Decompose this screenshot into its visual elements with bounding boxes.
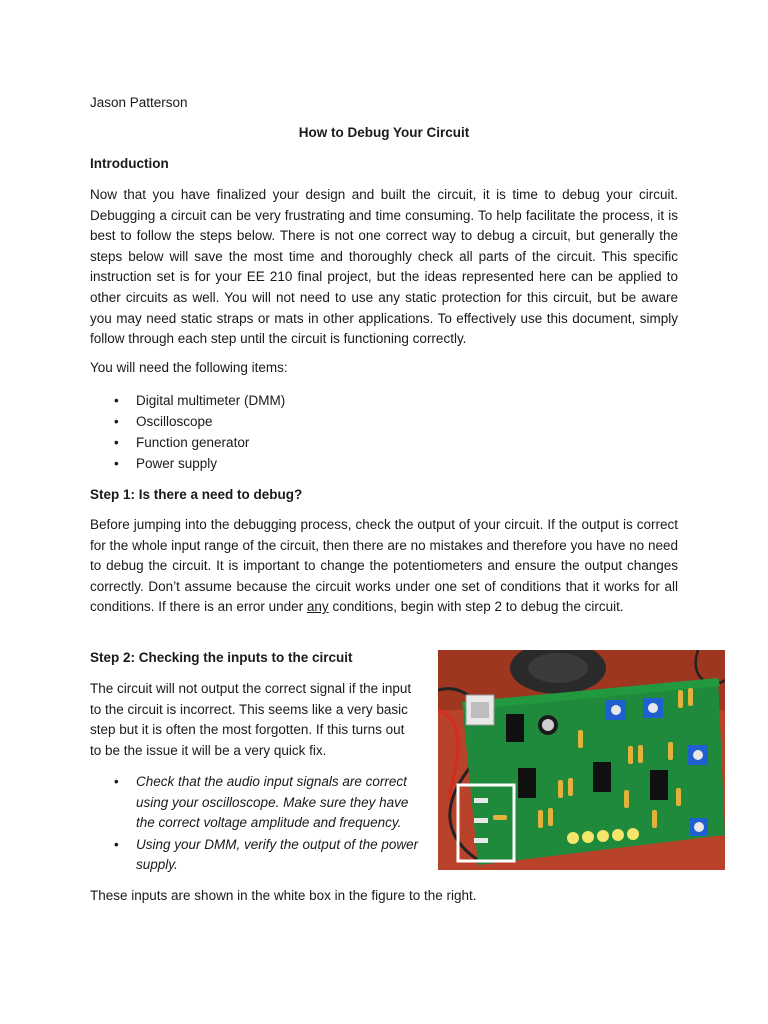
step1-paragraph: Before jumping into the debugging process, check the output of your circuit. If the output is correct for the whole input range of the circuit, then there are no mistakes and therefore you have no need to debug the circuit. It is important to change the potentiometers and ensure the output changes correctly. Don’t assume because the circuit works under one set of conditions that it works for all conditions. If there is an error under any conditions, begin with step 2 to debug the circuit. bbox=[90, 517, 678, 615]
step2-heading: Step 2: Checking the inputs to the circuit bbox=[90, 650, 353, 665]
step1-heading: Step 1: Is there a need to debug? bbox=[90, 487, 303, 502]
bullet-glyph: • bbox=[114, 836, 119, 852]
introduction-heading: Introduction bbox=[90, 156, 169, 171]
bullet-glyph: • bbox=[114, 456, 119, 471]
list-item: • Oscilloscope bbox=[90, 411, 285, 432]
bullet-glyph: • bbox=[114, 774, 119, 789]
step2-paragraph: The circuit will not output the correct signal if the input to the circuit is incorrect. This seems like a very basic step but it is often the most forgotten. If this turns out to be the issue it will be a very quick fix. bbox=[90, 681, 412, 758]
list-item: • Digital multimeter (DMM) bbox=[90, 390, 285, 411]
list-item: • Power supply bbox=[90, 453, 285, 474]
underlined-word: any bbox=[306, 599, 329, 615]
step2-closing: These inputs are shown in the white box in the figure to the right. bbox=[90, 888, 477, 903]
bullet-glyph: • bbox=[114, 414, 119, 429]
ic-chip bbox=[593, 762, 611, 792]
circuit-board-photo bbox=[438, 650, 725, 870]
bullet-glyph: • bbox=[114, 393, 119, 408]
ic-chip bbox=[506, 714, 524, 742]
step2-check-list bbox=[90, 772, 420, 877]
list-item: • Using your DMM, verify the output of the power supply. bbox=[114, 836, 419, 873]
list-item: • Check that the audio input signals are correct using your oscilloscope. Make sure they have the correct voltage amplitude and frequency. bbox=[114, 774, 409, 831]
ic-chip bbox=[518, 768, 536, 798]
ic-chip bbox=[650, 770, 668, 800]
required-items-list bbox=[90, 390, 285, 474]
items-intro: You will need the following items: bbox=[90, 360, 288, 375]
list-item: • Function generator bbox=[90, 432, 285, 453]
document-title: How to Debug Your Circuit bbox=[298, 125, 470, 140]
author-name: Jason Patterson bbox=[90, 95, 188, 110]
introduction-paragraph: Now that you have finalized your design and built the circuit, it is time to debug your circuit. Debugging a circuit can be very frustrating and time consuming. To help facilitate the process, it is best to follow the steps below. There is not one correct way to debug a circuit, but generally the steps below will save the most time and thoroughly check all parts of the circuit. This specific instruction set is for your EE 210 final project, but the ideas represented here can be applied to other circuits as well. You will not need to use any static protection for this circuit, but be aware you may need static straps or mats in other applications. To effectively use this document, simply follow through each step until the circuit is functioning correctly. bbox=[90, 187, 678, 347]
bullet-glyph: • bbox=[114, 435, 119, 450]
